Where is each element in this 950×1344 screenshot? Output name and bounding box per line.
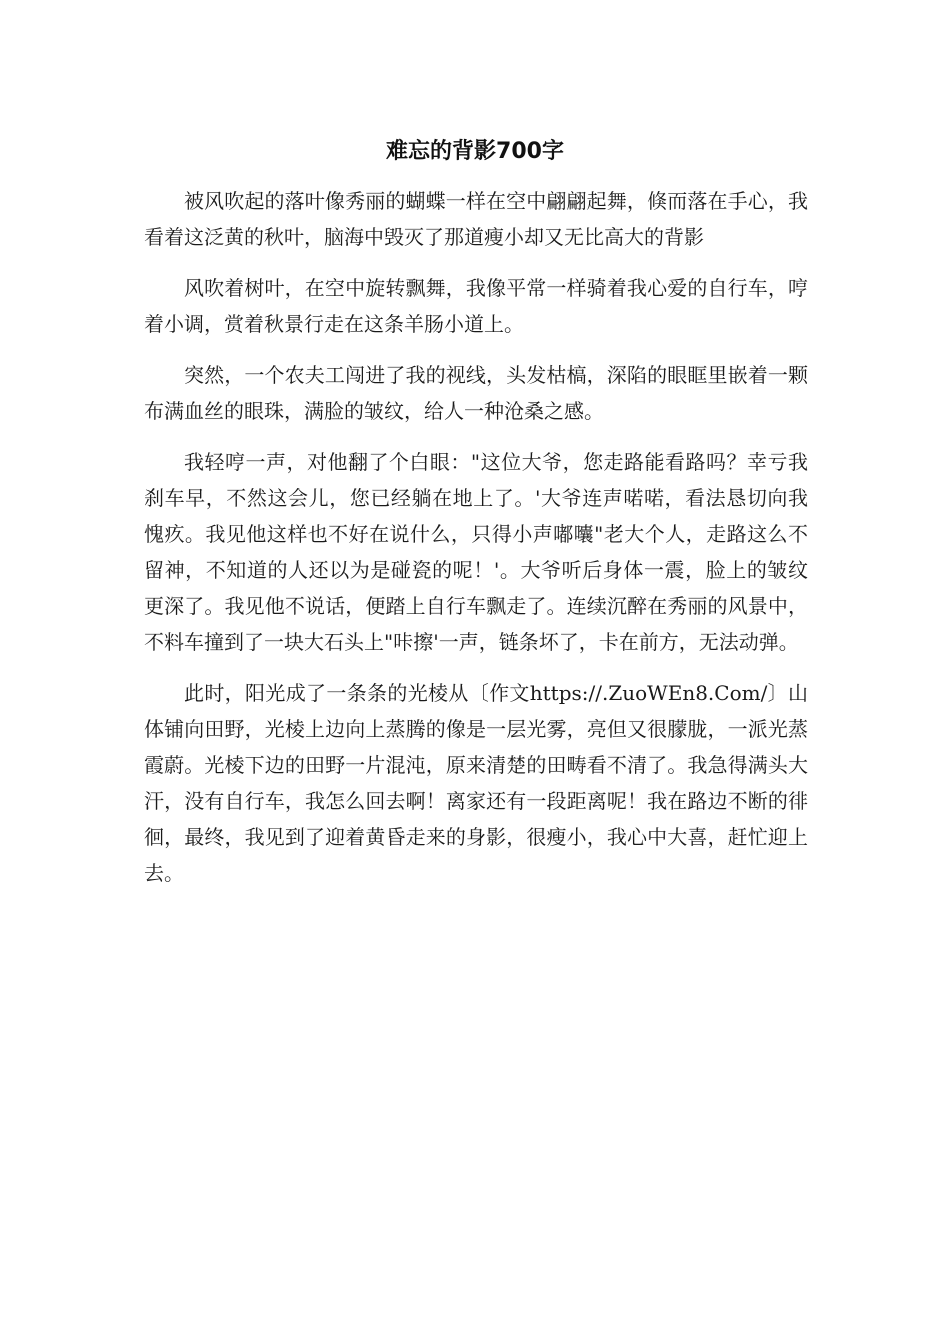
paragraph-4: 我轻哼一声，对他翻了个白眼："这位大爷，您走路能看路吗？幸亏我刹车早，不然这会儿，您已经躺在地上了。'大爷连声喏喏，看法恳切向我愧疚。我见他这样也不好在说什么，只得小声嘟囔"老大个人，走路这么不留神，不知道的人还以为是碰瓷的呢！'。大爷听后身体一震，脸上的皱纹更深了。我见他不说话，便踏上自行车飘走了。连续沉醉在秀丽的风景中，不料车撞到了一块大石头上"咔擦'一声，链条坏了，卡在前方，无法动弹。 (144, 450, 808, 654)
paragraph-3: 突然，一个农夫工闯进了我的视线，头发枯槁，深陷的眼眶里嵌着一颗布满血丝的眼珠，满脸的皱纹，给人一种沧桑之感。 (144, 363, 808, 423)
paragraph-1: 被风吹起的落叶像秀丽的蝴蝶一样在空中翩翩起舞，倏而落在手心，我看着这泛黄的秋叶，脑海中毁灭了那道瘦小却又无比高大的背影 (144, 189, 808, 249)
document-body (144, 183, 808, 891)
document-title: 难忘的背影700字 (386, 139, 564, 164)
paragraph-2: 风吹着树叶，在空中旋转飘舞，我像平常一样骑着我心爱的自行车，哼着小调，赏着秋景行走在这条羊肠小道上。 (144, 276, 808, 336)
paragraph-5: 此时，阳光成了一条条的光棱从〔作文https://.ZuoWEn8.Com/〕山体铺向田野，光棱上边向上蒸腾的像是一层光雾，亮但又很朦胧，一派光蒸霞蔚。光棱下边的田野一片混沌，原来清楚的田畴看不清了。我急得满头大汗，没有自行车，我怎么回去啊！离家还有一段距离呢！我在路边不断的徘徊，最终，我见到了迎着黄昏走来的身影，很瘦小，我心中大喜，赶忙迎上去。 (144, 681, 808, 885)
